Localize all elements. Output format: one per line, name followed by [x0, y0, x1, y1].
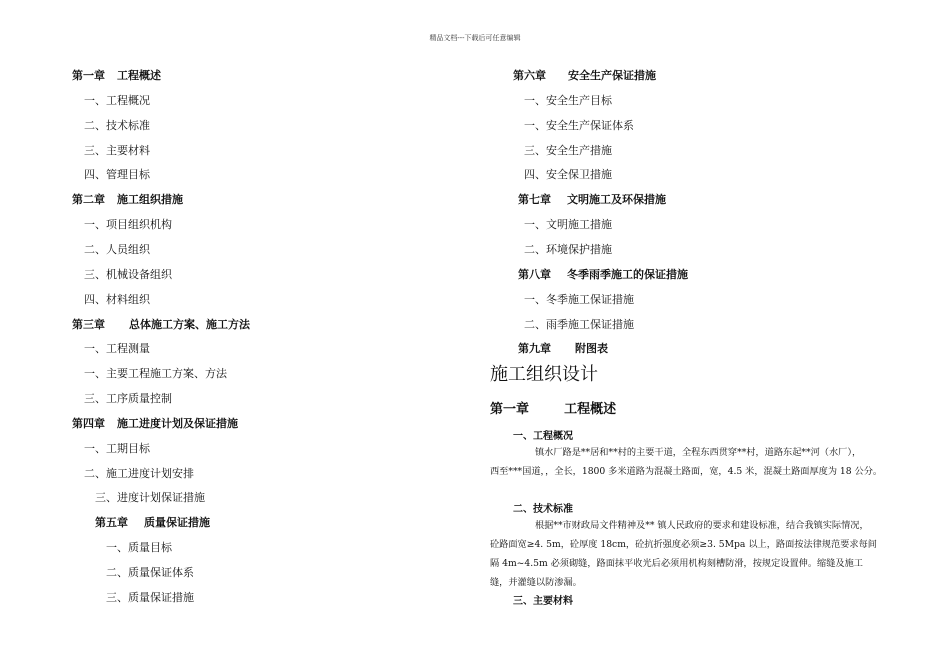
- toc-chapter-title: 安全生产保证措施: [568, 69, 656, 82]
- toc-chapter-number: 第二章: [72, 193, 105, 207]
- toc-chapter-title: 施工进度计划及保证措施: [117, 416, 238, 430]
- toc-item: 三、质量保证措施: [106, 590, 194, 604]
- toc-item: 四、材料组织: [84, 292, 150, 306]
- toc-item: 一、质量目标: [106, 541, 172, 555]
- section-overview-line: 西至***国道，，全长，1800 多米道路为混凝土路面，宽，4.5 米，混凝土路面厚度为 18 公分。: [490, 466, 883, 477]
- toc-chapter-title: 质量保证措施: [144, 516, 210, 530]
- toc-item: 一、安全生产保证体系: [524, 118, 634, 132]
- toc-chapter-number: 第六章: [513, 69, 546, 82]
- section-materials-heading: 三、主要材料: [513, 596, 573, 607]
- chapter-one-number: 第一章: [490, 402, 530, 417]
- section-standards-line: 缝，并灌缝以防渗漏。: [490, 577, 582, 588]
- toc-item: 二、施工进度计划安排: [84, 466, 194, 480]
- toc-item: 四、安全保卫措施: [524, 168, 612, 182]
- toc-item: 二、人员组织: [84, 242, 150, 256]
- toc-item: 二、环境保护措施: [524, 242, 612, 256]
- toc-item: 一、文明施工措施: [524, 218, 612, 232]
- toc-chapter: [518, 342, 608, 356]
- toc-item: 一、工程测量: [84, 342, 150, 356]
- toc-chapter-number: 第八章: [518, 267, 551, 281]
- section-standards-line: 砼路面宽≥4. 5m，砼厚度 18cm，砼抗折强度必须≥3. 5Mpa 以上，路面按法律规范要求每间: [490, 539, 877, 550]
- document-title: 施工组织设计: [490, 364, 598, 385]
- toc-item: 二、质量保证体系: [106, 566, 194, 579]
- toc-chapter: [72, 318, 250, 332]
- toc-chapter-number: 第九章: [518, 342, 551, 356]
- toc-chapter: [72, 417, 238, 431]
- toc-item: 一、工期目标: [84, 441, 150, 455]
- toc-chapter-title: 冬季雨季施工的保证措施: [567, 267, 688, 281]
- section-standards-line: 隔 4m~4.5m 必须砌缝，路面抹平收光后必须用机构刻槽防滑，按规定设置伸。缩缝及施工: [490, 558, 863, 569]
- chapter-one-heading: [490, 402, 616, 418]
- toc-item: 二、技术标准: [84, 118, 150, 132]
- toc-chapter-title: 文明施工及环保措施: [567, 193, 666, 207]
- toc-item: 三、机械设备组织: [84, 267, 172, 281]
- toc-chapter-number: 第七章: [518, 193, 551, 207]
- toc-chapter-title: 施工组织措施: [117, 193, 183, 207]
- toc-chapter: [72, 193, 183, 207]
- toc-chapter-title: 附图表: [575, 342, 608, 356]
- toc-chapter-number: 第三章: [72, 317, 105, 331]
- toc-chapter-number: 第四章: [72, 416, 105, 430]
- toc-chapter: [513, 69, 656, 83]
- section-standards-heading: 二、技术标准: [513, 504, 573, 515]
- toc-item: 一、主要工程施工方案、方法: [84, 367, 227, 381]
- section-overview-line: 镇水厂路是**居和**村的主要干道，全程东西贯穿**村，道路东起**河（水厂），: [535, 447, 862, 458]
- toc-chapter-number: 第一章: [72, 69, 105, 82]
- toc-item: 三、主要材料: [84, 143, 150, 157]
- toc-item: 一、安全生产目标: [524, 93, 612, 107]
- toc-chapter: [518, 193, 666, 207]
- toc-item: 二、雨季施工保证措施: [524, 317, 634, 331]
- page-header: 精品文档---下载后可任意编辑: [429, 34, 521, 42]
- toc-chapter-number: 第五章: [95, 516, 128, 530]
- chapter-one-title: 工程概述: [564, 402, 617, 417]
- toc-item: 三、工序质量控制: [84, 392, 172, 406]
- toc-chapter: [95, 516, 210, 530]
- toc-item: 一、工程概况: [84, 93, 150, 107]
- toc-item: 一、项目组织机构: [84, 218, 172, 232]
- section-overview-heading: 一、工程概况: [513, 431, 573, 442]
- toc-chapter: [518, 268, 688, 282]
- toc-chapter-title: 工程概述: [117, 69, 161, 82]
- section-standards-line: 根据**市财政局文件精神及** 镇人民政府的要求和建设标准，结合我镇实际情况，: [535, 520, 869, 531]
- toc-item: 三、进度计划保证措施: [95, 491, 205, 505]
- toc-item: 三、安全生产措施: [524, 143, 612, 157]
- toc-item: 四、管理目标: [84, 168, 150, 182]
- toc-chapter-title: 总体施工方案、施工方法: [129, 317, 250, 331]
- toc-chapter: [72, 69, 161, 83]
- toc-item: 一、冬季施工保证措施: [524, 292, 634, 306]
